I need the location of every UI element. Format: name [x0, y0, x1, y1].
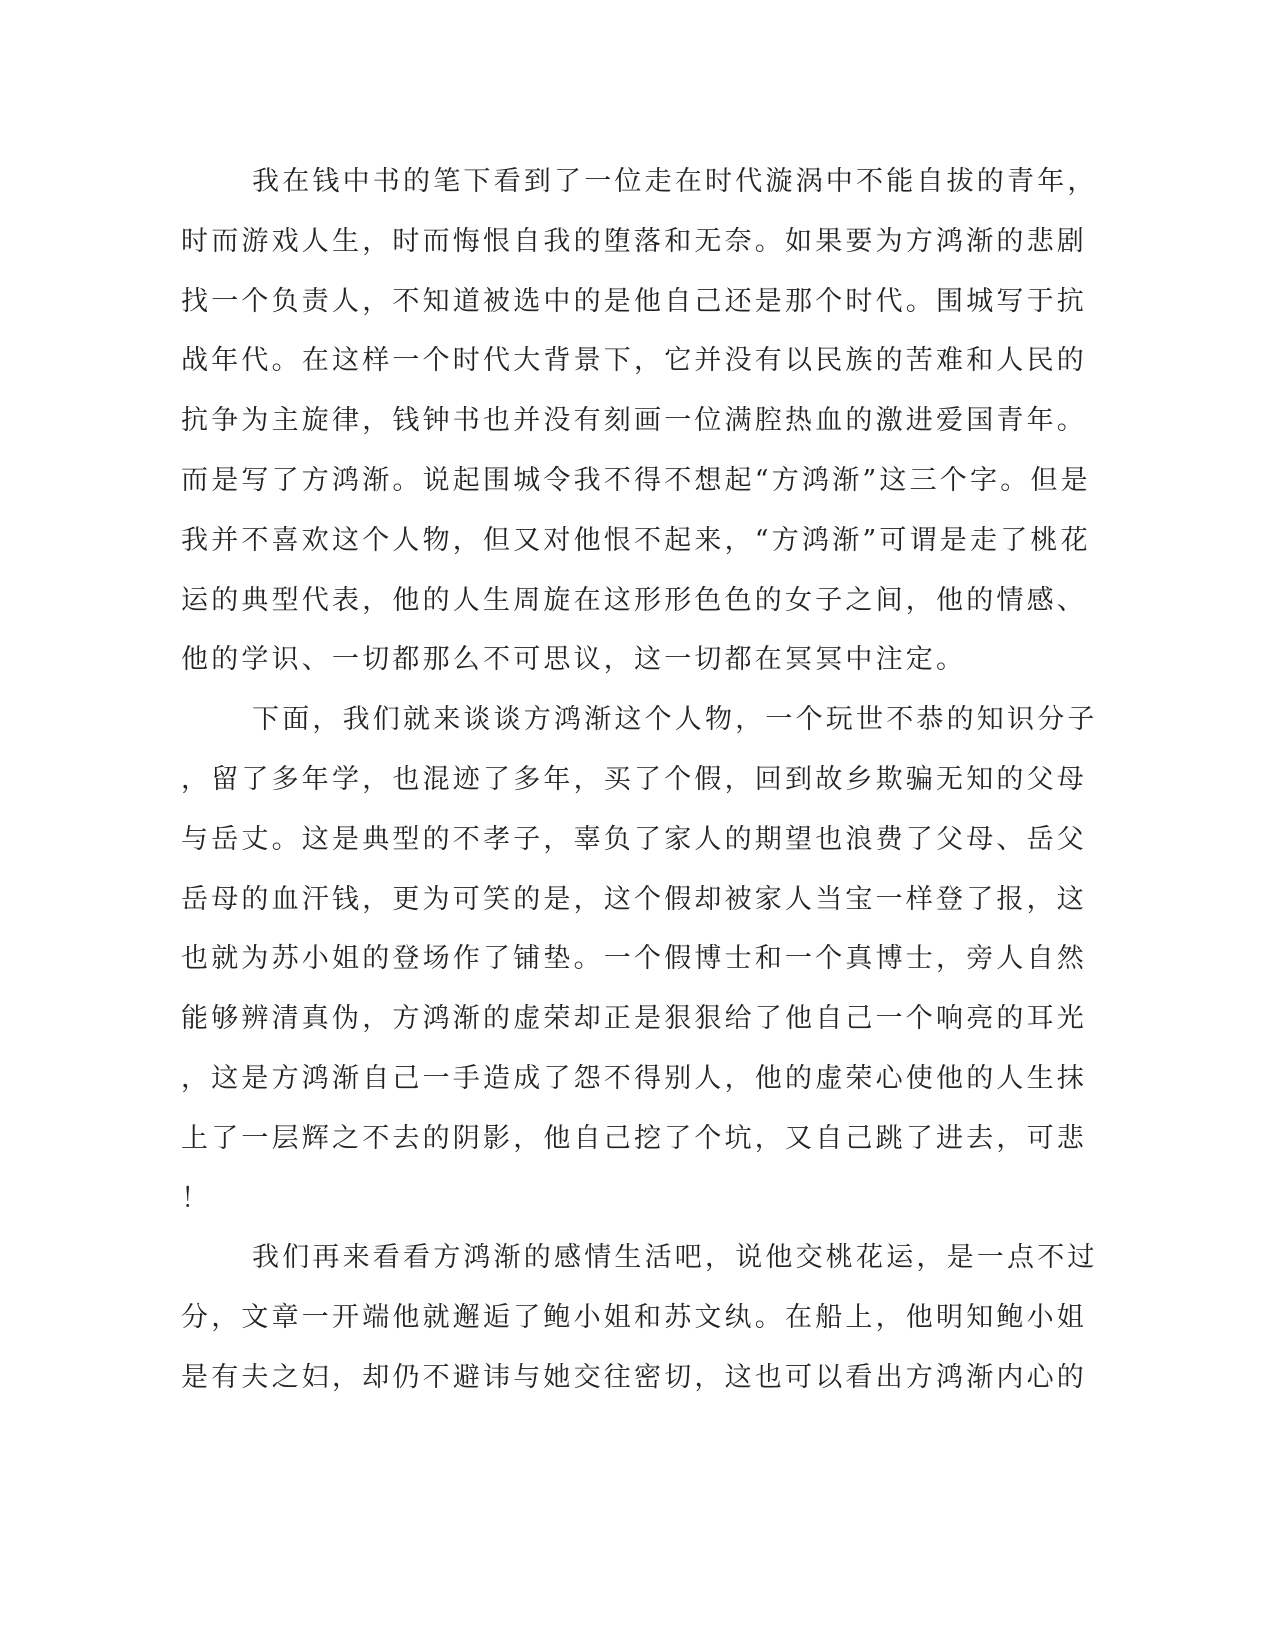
text-line: 而是写了方鸿渐。说起围城令我不得不想起“方鸿渐”这三个字。但是	[181, 464, 1091, 496]
text-line: 能够辨清真伪，方鸿渐的虚荣却正是狠狠给了他自己一个响亮的耳光	[181, 1003, 1087, 1035]
text-line: 下面，我们就来谈谈方鸿渐这个人物，一个玩世不恭的知识分子	[252, 704, 1098, 736]
text-line: 我在钱中书的笔下看到了一位走在时代漩涡中不能自拔的青年，	[252, 166, 1098, 197]
text-line: 我并不喜欢这个人物，但又对他恨不起来，“方鸿渐”可谓是走了桃花	[181, 524, 1091, 556]
text-line: 抗争为主旋律，钱钟书也并没有刻画一位满腔热血的激进爱国青年。	[181, 405, 1087, 437]
text-line: 岳母的血汗钱，更为可笑的是，这个假却被家人当宝一样登了报，这	[181, 883, 1087, 915]
text-line: 运的典型代表，他的人生周旋在这形形色色的女子之间，他的情感、	[181, 584, 1087, 616]
text-line: 他的学识、一切都那么不可思议，这一切都在冥冥中注定。	[181, 644, 967, 676]
text-line: 时而游戏人生，时而悔恨自我的堕落和无奈。如果要为方鸿渐的悲剧	[181, 225, 1087, 257]
text-line: ！	[181, 1182, 212, 1214]
paragraph	[181, 152, 1098, 690]
text-line: 战年代。在这样一个时代大背景下，它并没有以民族的苦难和人民的	[181, 345, 1087, 377]
paragraph	[181, 1228, 1098, 1407]
text-line: 也就为苏小姐的登场作了铺垫。一个假博士和一个真博士，旁人自然	[181, 943, 1087, 975]
text-line: 找一个负责人，不知道被选中的是他自己还是那个时代。围城写于抗	[181, 285, 1087, 317]
text-line: 与岳丈。这是典型的不孝子，辜负了家人的期望也浪费了父母、岳父	[181, 823, 1087, 855]
text-line: ，留了多年学，也混迹了多年，买了个假，回到故乡欺骗无知的父母	[181, 763, 1087, 795]
text-line: 分，文章一开端他就邂逅了鲍小姐和苏文纨。在船上，他明知鲍小姐	[181, 1302, 1087, 1334]
text-line: ，这是方鸿渐自己一手造成了怨不得别人，他的虚荣心使他的人生抹	[181, 1062, 1087, 1094]
text-line: 我们再来看看方鸿渐的感情生活吧，说他交桃花运，是一点不过	[252, 1242, 1098, 1274]
text-line: 上了一层辉之不去的阴影，他自己挖了个坑，又自己跳了进去，可悲	[181, 1122, 1087, 1154]
text-line: 是有夫之妇，却仍不避讳与她交往密切，这也可以看出方鸿渐内心的	[181, 1361, 1087, 1393]
paragraph	[181, 690, 1098, 1228]
body-text	[181, 152, 1098, 1408]
